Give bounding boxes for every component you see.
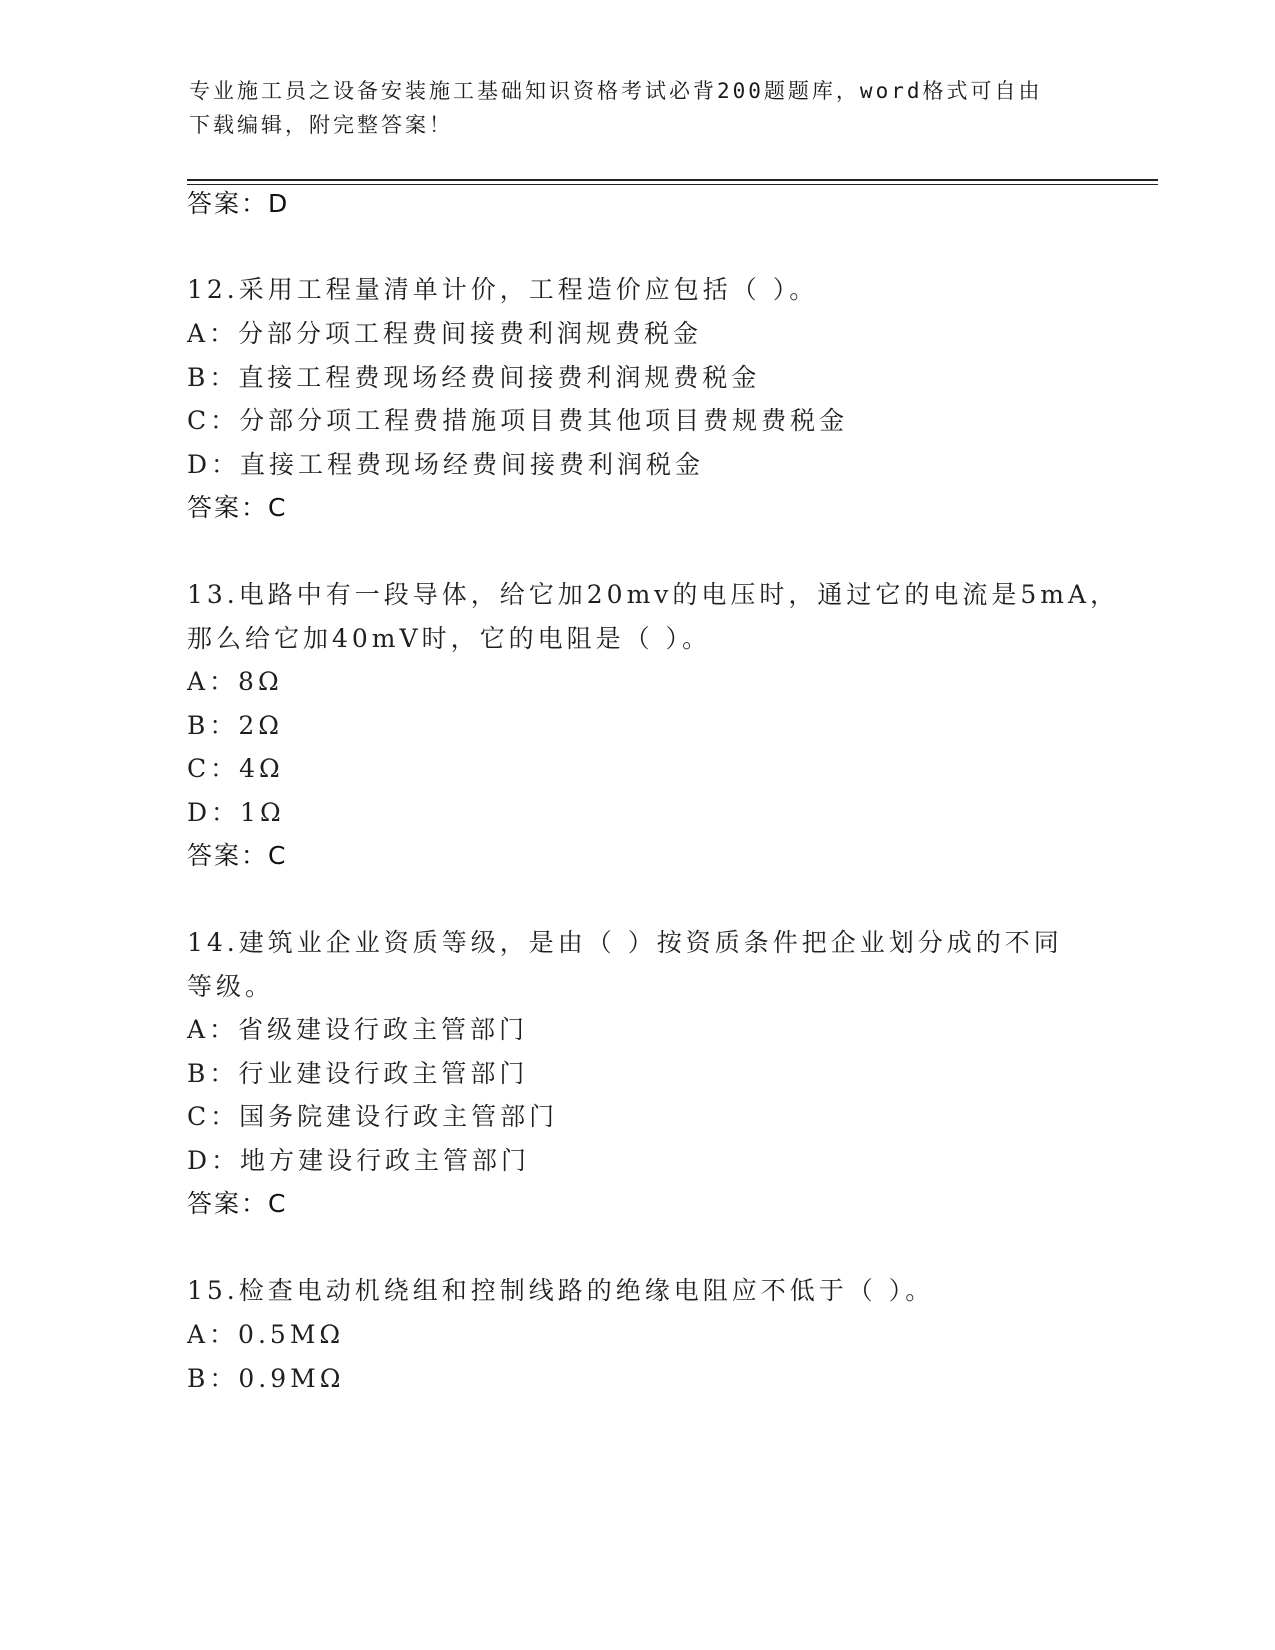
question-13-option-b: B：2Ω <box>187 711 284 740</box>
header-divider-thick <box>187 179 1158 181</box>
question-12-option-d: D：直接工程费现场经费间接费利润税金 <box>187 450 705 479</box>
question-14-stem-line-1: 14.建筑业企业资质等级，是由（ ）按资质条件把企业划分成的不同 <box>187 928 1063 957</box>
question-14-option-d: D：地方建设行政主管部门 <box>187 1146 531 1175</box>
header-divider-thin <box>187 184 1158 185</box>
question-12-stem: 12.采用工程量清单计价，工程造价应包括（ ）。 <box>187 275 819 304</box>
question-15-stem: 15.检查电动机绕组和控制线路的绝缘电阻应不低于（ ）。 <box>187 1276 935 1305</box>
document-header <box>189 74 1089 142</box>
question-12-option-c: C：分部分项工程费措施项目费其他项目费规费税金 <box>187 406 849 435</box>
question-14-option-a: A：省级建设行政主管部门 <box>187 1015 529 1044</box>
question-15-option-b: B：0.9MΩ <box>187 1364 345 1393</box>
question-13-stem-line-2: 那么给它加40mV时，它的电阻是（ ）。 <box>187 624 712 653</box>
question-12-answer: 答案：C <box>187 493 288 522</box>
question-12-option-b: B：直接工程费现场经费间接费利润规费税金 <box>187 363 761 392</box>
question-13-answer: 答案：C <box>187 841 288 870</box>
previous-answer: 答案：D <box>187 189 290 218</box>
question-13-option-c: C：4Ω <box>187 754 284 783</box>
question-14-answer: 答案：C <box>187 1189 288 1218</box>
header-line-1: 专业施工员之设备安装施工基础知识资格考试必背200题题库，word格式可自由 <box>189 79 1043 103</box>
question-13-option-a: A：8Ω <box>187 667 283 696</box>
question-15-option-a: A：0.5MΩ <box>187 1320 345 1349</box>
question-14-option-b: B：行业建设行政主管部门 <box>187 1059 529 1088</box>
header-line-2: 下载编辑，附完整答案！ <box>189 113 453 137</box>
question-14-option-c: C：国务院建设行政主管部门 <box>187 1102 559 1131</box>
question-13-option-d: D：1Ω <box>187 798 285 827</box>
question-14-stem-line-2: 等级。 <box>187 972 275 1001</box>
question-12-option-a: A：分部分项工程费间接费利润规费税金 <box>187 319 703 348</box>
question-13-stem-line-1: 13.电路中有一段导体，给它加20mv的电压时，通过它的电流是5mA， <box>187 580 1120 609</box>
